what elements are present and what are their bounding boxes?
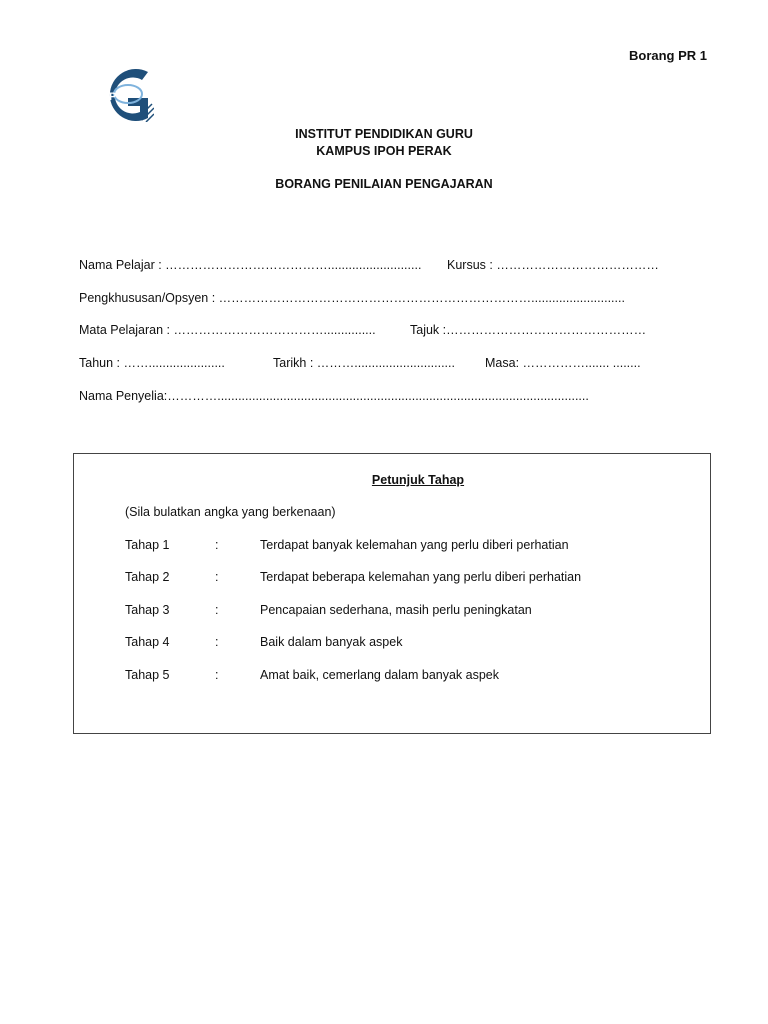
level-label: Tahap 4 bbox=[125, 635, 170, 649]
form-title: BORANG PENILAIAN PENGAJARAN bbox=[275, 177, 493, 191]
level-colon: : bbox=[215, 603, 219, 617]
level-colon: : bbox=[215, 635, 219, 649]
level-colon: : bbox=[215, 538, 219, 552]
level-colon: : bbox=[215, 668, 219, 682]
pengkhususan-field: Pengkhususan/Opsyen : …………………………………………………………………........................... bbox=[79, 291, 625, 305]
nama-penyelia-field: Nama Penyelia:…………........................................................................................................... bbox=[79, 389, 589, 403]
guide-box bbox=[73, 453, 711, 734]
form-code: Borang PR 1 bbox=[628, 48, 707, 63]
kursus-field: Kursus : ………………………………… bbox=[447, 258, 659, 272]
level-colon: : bbox=[215, 570, 219, 584]
level-label: Tahap 1 bbox=[125, 538, 170, 552]
guide-note: (Sila bulatkan angka yang berkenaan) bbox=[125, 505, 336, 519]
level-label: Tahap 5 bbox=[125, 668, 170, 682]
level-label: Tahap 2 bbox=[125, 570, 170, 584]
level-description: Amat baik, cemerlang dalam banyak aspek bbox=[260, 668, 500, 682]
level-description: Terdapat beberapa kelemahan yang perlu diberi perhatian bbox=[260, 570, 582, 584]
mata-pelajaran-field: Mata Pelajaran : ………………………………............... bbox=[79, 323, 376, 337]
tahun-field: Tahun : ……...................... bbox=[79, 356, 225, 370]
ipg-logo bbox=[98, 68, 154, 122]
logo-text: IPG bbox=[106, 91, 125, 103]
level-description: Baik dalam banyak aspek bbox=[260, 635, 403, 649]
institution-name: INSTITUT PENDIDIKAN GURU bbox=[295, 127, 473, 141]
masa-field: Masa: ……………....... ........ bbox=[485, 356, 641, 370]
tajuk-field: Tajuk :………………………………………… bbox=[410, 323, 647, 337]
level-description: Terdapat banyak kelemahan yang perlu diberi perhatian bbox=[260, 538, 569, 552]
guide-title: Petunjuk Tahap bbox=[371, 473, 465, 487]
campus-name: KAMPUS IPOH PERAK bbox=[316, 144, 452, 158]
level-label: Tahap 3 bbox=[125, 603, 170, 617]
level-description: Pencapaian sederhana, masih perlu peningkatan bbox=[260, 603, 532, 617]
tarikh-field: Tarikh : ………............................. bbox=[273, 356, 455, 370]
nama-pelajar-field: Nama Pelajar : …………………………………........................... bbox=[79, 258, 422, 272]
